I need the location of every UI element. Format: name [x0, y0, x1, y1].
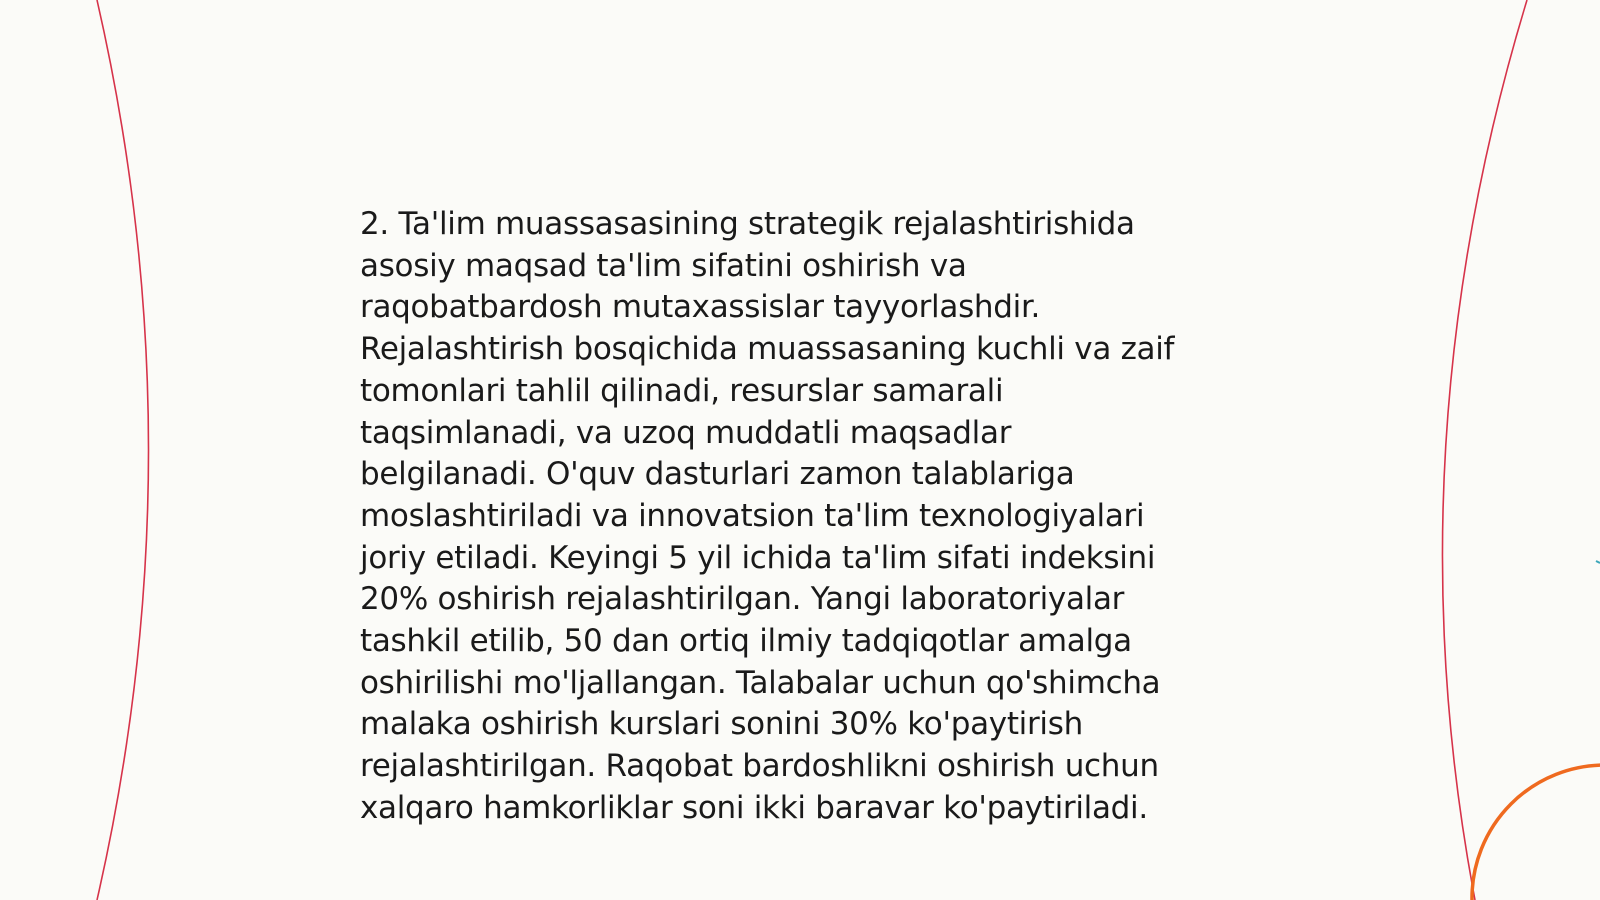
right-curve-line: [1442, 0, 1527, 900]
teal-mark: [1596, 561, 1600, 563]
orange-arc: [1472, 765, 1600, 900]
slide-paragraph: 2. Ta'lim muassasasining strategik rejalashtirishida asosiy maqsad ta'lim sifatini oshirish va raqobatbardosh mutaxassislar tayyorlashdir. Rejalashtirish bosqichida muassasaning kuchli va zaif tomonlari tahlil qilinadi, resurslar samarali taqsimlanadi, va uzoq muddatli maqsadlar belgilanadi. O'quv dasturlari zamon talablariga moslashtiriladi va innovatsion ta'lim texnologiyalari joriy etiladi. Keyingi 5 yil ichida ta'lim sifati indeksini 20% oshirish rejalashtirilgan. Yangi laboratoriyalar tashkil etilib, 50 dan ortiq ilmiy tadqiqotlar amalga oshirilishi mo'ljallangan. Talabalar uchun qo'shimcha malaka oshirish kurslari sonini 30% ko'paytirish rejalashtirilgan. Raqobat bardoshlikni oshirish uchun xalqaro hamkorliklar soni ikki baravar ko'paytiriladi.: [360, 206, 1175, 826]
left-curve-line: [97, 0, 149, 900]
